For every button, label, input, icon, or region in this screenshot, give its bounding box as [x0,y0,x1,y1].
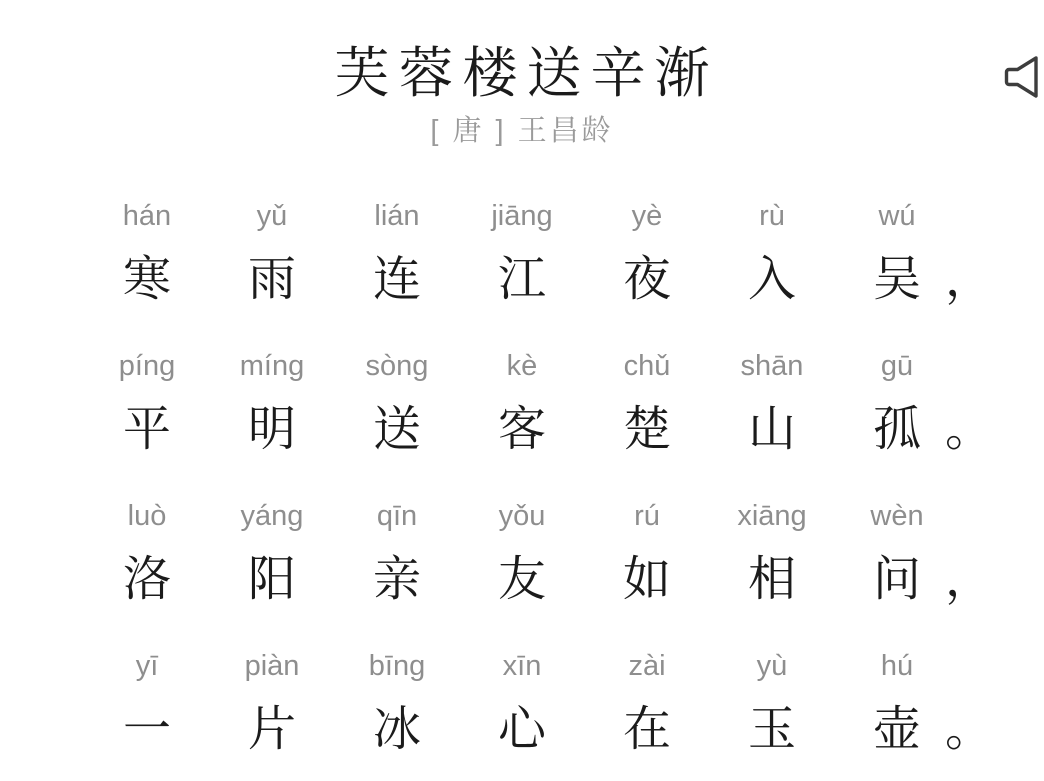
pinyin-label: hú [880,650,914,682]
hanzi-character: 壶 [872,703,921,756]
poem-line-1 [0,194,1044,321]
hanzi-character: 友 [497,553,546,606]
pinyin-label: piàn [244,650,300,682]
hanzi-character: 如 [622,553,671,606]
hanzi-character: 在 [622,703,671,756]
char-column [585,194,710,321]
pinyin-label: wú [878,200,916,232]
hanzi-character: 相 [747,553,796,606]
char-column [835,194,960,321]
pinyin-label: míng [239,350,305,382]
pinyin-label: bīng [368,650,426,682]
poem-line-4 [0,644,1044,771]
hanzi-character: 心 [497,703,546,756]
speaker-icon [1002,55,1040,99]
char-column [335,194,460,321]
pinyin-label: chǔ [623,350,671,382]
poem-line-3 [0,494,1044,621]
hanzi-character: 楚 [622,403,671,456]
hanzi-character: 明 [247,403,296,456]
char-column [460,494,585,621]
char-column [585,494,710,621]
pinyin-label: gū [880,350,914,382]
pinyin-label: luò [127,500,167,532]
char-column [210,344,335,471]
hanzi-character: 寒 [122,253,171,306]
hanzi-character: 客 [497,403,546,456]
char-column [585,344,710,471]
char-column [335,344,460,471]
pinyin-label: wèn [870,500,924,532]
pinyin-label: yáng [240,500,304,532]
hanzi-character: 阳 [247,553,296,606]
pinyin-label: yǒu [498,500,546,532]
pinyin-label: qīn [376,500,418,532]
punctuation-mark: ， [945,553,994,606]
char-column [835,494,960,621]
char-column [85,494,210,621]
char-column [460,344,585,471]
char-column [460,194,585,321]
pinyin-label: sòng [365,350,429,382]
poem-title: 芙蓉楼送辛渐 [334,42,719,104]
hanzi-character: 片 [247,703,296,756]
char-column [210,644,335,771]
char-column [835,344,960,471]
hanzi-character: 问 [872,553,921,606]
char-column [585,644,710,771]
pinyin-label: xīn [502,650,542,682]
hanzi-character: 一 [122,703,171,756]
char-column [210,194,335,321]
poem-author: [ 唐 ] 王昌龄 [430,115,614,147]
hanzi-character: 洛 [122,553,171,606]
char-column [85,344,210,471]
hanzi-character: 入 [747,253,796,306]
char-column [85,644,210,771]
pinyin-label: rú [634,500,660,532]
header [0,0,1044,154]
hanzi-character: 平 [122,403,171,456]
hanzi-character: 孤 [872,403,921,456]
pinyin-label: zài [628,650,666,682]
pinyin-label: jiāng [491,200,553,232]
hanzi-character: 玉 [747,703,796,756]
char-column [460,644,585,771]
char-column [85,194,210,321]
poem-body [0,194,1044,771]
hanzi-character: 山 [747,403,796,456]
hanzi-character: 吴 [872,253,921,306]
pinyin-label: rù [759,200,785,232]
char-column [710,344,835,471]
pinyin-label: hán [122,200,172,232]
char-column [335,644,460,771]
poem-line-2 [0,344,1044,471]
pinyin-label: píng [118,350,176,382]
punctuation-mark: 。 [945,403,994,456]
char-column [710,644,835,771]
hanzi-character: 送 [372,403,421,456]
char-column [710,494,835,621]
play-audio-button[interactable] [998,52,1044,102]
char-column [335,494,460,621]
pinyin-label: xiāng [737,500,807,532]
hanzi-character: 夜 [622,253,671,306]
hanzi-character: 雨 [247,253,296,306]
char-column [210,494,335,621]
pinyin-label: yī [135,650,159,682]
pinyin-label: yù [756,650,788,682]
pinyin-label: yè [631,200,663,232]
char-column [835,644,960,771]
pinyin-label: yǔ [256,200,288,232]
char-column [710,194,835,321]
hanzi-character: 亲 [372,553,421,606]
hanzi-character: 连 [372,253,421,306]
punctuation-mark: 。 [945,703,994,756]
pinyin-label: shān [740,350,804,382]
pinyin-label: kè [506,350,538,382]
punctuation-mark: ， [945,253,994,306]
pinyin-label: lián [374,200,420,232]
hanzi-character: 江 [497,253,546,306]
hanzi-character: 冰 [372,703,421,756]
